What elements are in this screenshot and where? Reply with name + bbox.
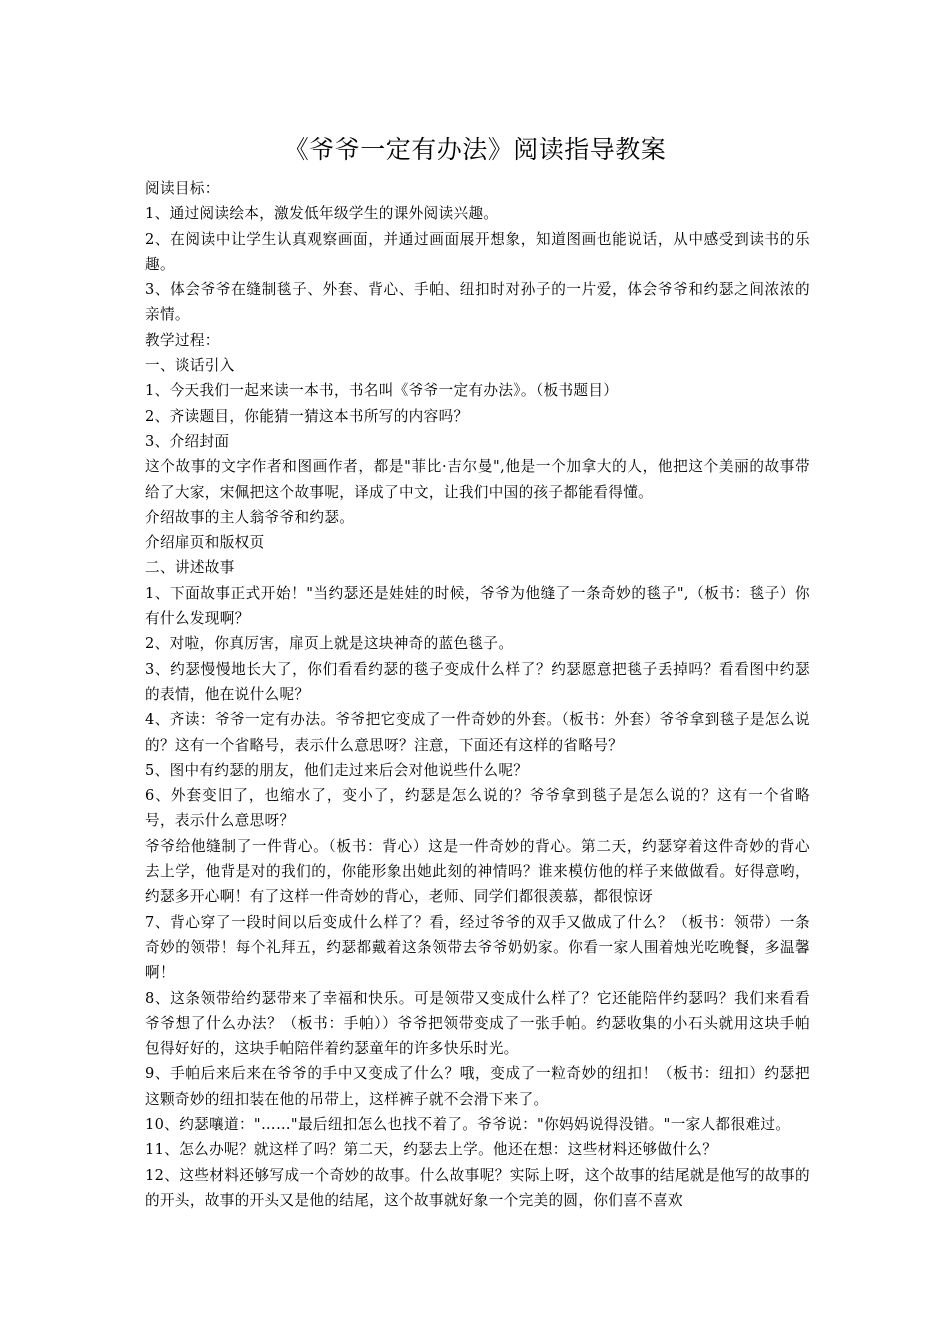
paragraph: 4、齐读：爷爷一定有办法。爷爷把它变成了一件奇妙的外套。（板书：外套）爷爷拿到毯子是怎么说的？这有一个省略号，表示什么意思呀？注意，下面还有这样的省略号？ bbox=[145, 711, 810, 754]
paragraph: 5、图中有约瑟的朋友，他们走过来后会对他说些什么呢？ bbox=[145, 761, 529, 779]
paragraph: 11、怎么办呢？就这样了吗？第二天，约瑟去上学。他还在想：这些材料还够做什么？ bbox=[145, 1141, 718, 1159]
paragraph: 一、谈话引入 bbox=[145, 357, 235, 375]
document-body bbox=[145, 176, 810, 1213]
paragraph: 1、通过阅读绘本，激发低年级学生的课外阅读兴趣。 bbox=[145, 205, 499, 223]
paragraph: 12、这些材料还够写成一个奇妙的故事。什么故事呢？实际上呀，这个故事的结尾就是他写的故事的的开头，故事的开头又是他的结尾，这个故事就好象一个完美的圆，你们喜不喜欢 bbox=[145, 1166, 810, 1209]
paragraph: 10、约瑟嚷道："……"最后纽扣怎么也找不着了。爷爷说："你妈妈说得没错。"一家人都很难过。 bbox=[145, 1115, 791, 1133]
paragraph: 介绍扉页和版权页 bbox=[145, 534, 265, 552]
paragraph: 3、体会爷爷在缝制毯子、外套、背心、手帕、纽扣时对孙子的一片爱，体会爷爷和约瑟之间浓浓的亲情。 bbox=[145, 281, 810, 324]
paragraph: 3、约瑟慢慢地长大了，你们看看约瑟的毯子变成什么样了？约瑟愿意把毯子丢掉吗？看看图中约瑟的表情，他在说什么呢？ bbox=[145, 660, 810, 703]
paragraph: 介绍故事的主人翁爷爷和约瑟。 bbox=[145, 508, 355, 526]
paragraph: 爷爷给他缝制了一件背心。（板书：背心）这是一件奇妙的背心。第二天，约瑟穿着这件奇妙的背心去上学，他背是对的我们的，你能形象出她此刻的神情吗？谁来模仿他的样子来做做看。好得意哟，约瑟多开心啊！有了这样一件奇妙的背心，老师、同学们都很羡慕，都很惊讶 bbox=[145, 837, 810, 906]
paragraph: 阅读目标： bbox=[145, 180, 220, 197]
paragraph: 9、手帕后来后来在爷爷的手中又变成了什么？哦，变成了一粒奇妙的纽扣！（板书：纽扣）约瑟把这颗奇妙的纽扣装在他的吊带上，这样裤子就不会滑下来了。 bbox=[145, 1065, 810, 1108]
paragraph: 7、背心穿了一段时间以后变成什么样了？看，经过爷爷的双手又做成了什么？（板书：领带）一条奇妙的领带！每个礼拜五，约瑟都戴着这条领带去爷爷奶奶家。你看一家人围着烛光吃晚餐，多温馨啊！ bbox=[145, 913, 810, 982]
document-title: 《爷爷一定有办法》阅读指导教案 bbox=[283, 135, 667, 164]
paragraph: 2、在阅读中让学生认真观察画面，并通过画面展开想象，知道图画也能说话，从中感受到读书的乐趣。 bbox=[145, 230, 810, 273]
paragraph: 1、下面故事正式开始！"当约瑟还是娃娃的时候，爷爷为他缝了一条奇妙的毯子",（板书：毯子）你有什么发现啊？ bbox=[145, 584, 810, 628]
paragraph: 2、对啦，你真厉害，扉页上就是这块神奇的蓝色毯子。 bbox=[145, 635, 514, 653]
paragraph: 2、齐读题目，你能猜一猜这本书所写的内容吗？ bbox=[145, 407, 469, 425]
paragraph: 这个故事的文字作者和图画作者，都是"菲比·吉尔曼",他是一个加拿大的人，他把这个美丽的故事带给了大家，宋佩把这个故事呢，译成了中文，让我们中国的孩子都能看得懂。 bbox=[145, 458, 810, 501]
paragraph: 1、今天我们一起来读一本书，书名叫《爷爷一定有办法》。（板书题目） bbox=[145, 382, 619, 400]
paragraph: 教学过程： bbox=[145, 331, 220, 349]
paragraph: 8、这条领带给约瑟带来了幸福和快乐。可是领带又变成什么样了？它还能陪伴约瑟吗？我们来看看爷爷想了什么办法？（板书：手帕））爷爷把领带变成了一张手帕。约瑟收集的小石头就用这块手帕包得好好的，这块手帕陪伴着约瑟童年的许多快乐时光。 bbox=[145, 989, 810, 1058]
paragraph: 6、外套变旧了，也缩水了，变小了，约瑟是怎么说的？爷爷拿到毯子是怎么说的？这有一个省略号，表示什么意思呀？ bbox=[145, 787, 810, 830]
paragraph: 3、介绍封面 bbox=[145, 432, 230, 450]
paragraph: 二、讲述故事 bbox=[145, 559, 235, 577]
